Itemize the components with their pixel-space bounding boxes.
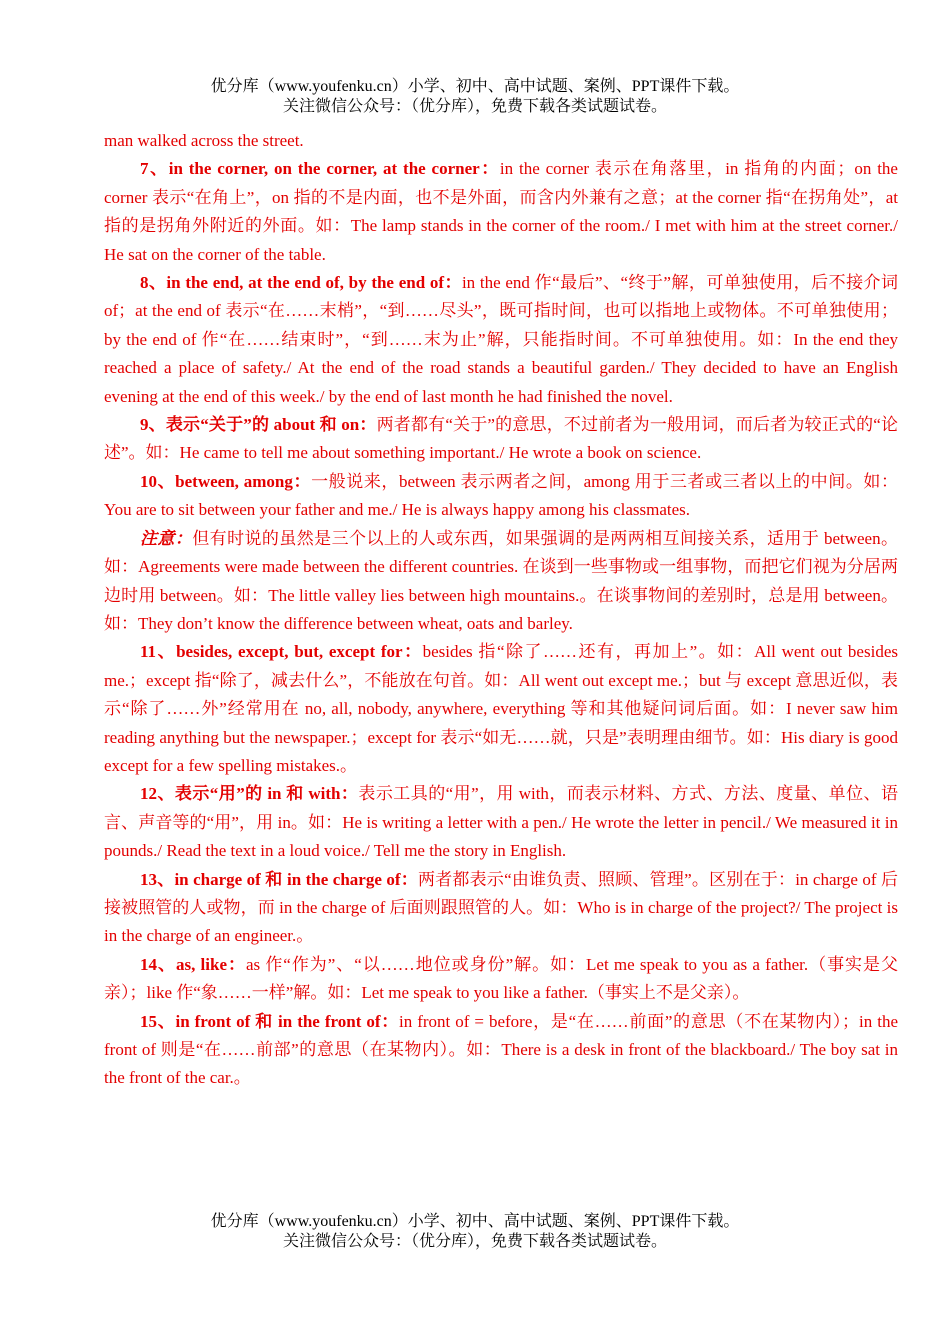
- continued-paragraph: man walked across the street.: [104, 131, 304, 150]
- paragraph-13: [104, 866, 898, 951]
- paragraph-13-text: 两者都表示“由谁负责、照顾、管理”。区别在于：in charge of 后接被照管的人或物，而 in the charge of 后面则跟照管的人。如：Who is in charge of the project?/ The project is in the charge of an engineer.。: [104, 869, 898, 946]
- paragraph-11-heading: 11、besides, except, but, except for：: [140, 642, 423, 662]
- paragraph-10-heading: 10、between, among：: [140, 471, 312, 491]
- paragraph-7: [104, 155, 898, 269]
- paragraph-14-heading: 14、as, like：: [140, 954, 246, 974]
- paragraph-7-heading: 7、in the corner, on the corner, at the corner：: [140, 159, 500, 179]
- paragraph-15-text: in front of = before，是“在……前面”的意思（不在某物内）；in the front of 则是“在……前部”的意思（在某物内）。如：There is a desk in front of the blackboard./ The boy sat in the front of the car.。: [104, 1011, 899, 1088]
- paragraph-13-heading: 13、in charge of 和 in the charge of：: [140, 869, 418, 889]
- note-paragraph: [104, 525, 898, 639]
- paragraph-14: [104, 951, 898, 1008]
- footer-line-1: 优分库（www.youfenku.cn）小学、初中、高中试题、案例、PPT课件下载。: [210, 1213, 740, 1230]
- paragraph-14-text: as 作“作为”、“以……地位或身份”解。如：Let me speak to you as a father.（事实是父亲）；like 作“象……一样”解。如：Let me speak to you like a father.（事实上不是父亲）。: [104, 954, 898, 1003]
- page-footer: [0, 1212, 950, 1252]
- paragraph-8-text: in the end 作“最后”、“终于”解，可单独使用，后不接介词 of；at the end of 表示“在……末梢”，“到……尽头”，既可指时间，也可以指地上或物体。不可单独使用；by the end of 作“在……结束时”，“到……末为止”解，只能指时间。不可单独使用。如：In the end they reached a place of safety./ At the end of the road stands a beautiful garden./ They decided to have an English evening at the end of this week./ by the end of last month he had finished the novel.: [104, 273, 898, 406]
- paragraph-12-heading: 12、表示“用”的 in 和 with：: [140, 784, 359, 804]
- paragraph-11-text: besides 指“除了……还有，再加上”。如：All went out besides me.；except 指“除了，减去什么”，不能放在句首。如：All went out except me.；but 与 except 意思近似，表示“除了……外”经常用在 no, all, nobody, anywhere, everything 等和其他疑问词后面。如：I never saw him reading anything but the newspaper.；except for 表示“如无……就，只是”表明理由细节。如：His diary is good except for a few spelling mistakes.。: [104, 642, 898, 775]
- paragraph-9-heading: 9、表示“关于”的 about 和 on：: [140, 415, 377, 435]
- paragraph-12-text: 表示工具的“用”，用 with，而表示材料、方式、方法、度量、单位、语言、声音等的“用”，用 in。如：He is writing a letter with a pen./ He wrote the letter in pencil./ We measured it in pounds./ Read the text in a loud voice./ Tell me the story in English.: [104, 784, 898, 861]
- paragraph-9-text: 两者都有“关于”的意思，不过前者为一般用词，而后者为较正式的“论述”。如：He came to tell me about something important./ He wrote a book on science.: [104, 415, 898, 463]
- footer-line-2: 关注微信公众号：（优分库），免费下载各类试题试卷。: [282, 1233, 667, 1250]
- paragraph-10-text: 一般说来，between 表示两者之间，among 用于三者或三者以上的中间。如：You are to sit between your father and me./ He is always happy among his classmates.: [104, 471, 898, 520]
- page-header: [0, 77, 950, 117]
- paragraph-11: [104, 638, 898, 780]
- paragraph-8-heading: 8、in the end, at the end of, by the end of：: [140, 273, 462, 293]
- paragraph-7-text: in the corner 表示在角落里，in 指角的内面；on the corner 表示“在角上”，on 指的不是内面，也不是外面，而含内外兼有之意；at the corner 指“在拐角处”，at 指的是拐角外附近的外面。如：The lamp stands in the corner of the room./ I met with him at the street corner./ He sat on the corner of the table.: [104, 159, 898, 264]
- paragraph-8: [104, 269, 898, 411]
- paragraph-12: [104, 780, 898, 865]
- paragraph-10: [104, 468, 898, 525]
- note-text: 但有时说的虽然是三个以上的人或东西，如果强调的是两两相互间接关系，适用于 between。如：Agreements were made between the different countries. 在谈到一些事物或一组事物，而把它们视为分居两边时用 between。如：The little valley lies between high mountains.。在谈事物间的差别时，总是用 between。如：They don’t know the difference between wheat, oats and barley.: [104, 528, 899, 633]
- header-line-1: 优分库（www.youfenku.cn）小学、初中、高中试题、案例、PPT课件下载。: [210, 78, 740, 95]
- header-line-2: 关注微信公众号：（优分库），免费下载各类试题试卷。: [282, 98, 667, 115]
- note-heading: 注意：: [140, 528, 193, 548]
- paragraph-15: [104, 1008, 898, 1093]
- document-body: [104, 127, 898, 1093]
- paragraph-15-heading: 15、in front of 和 in the front of：: [140, 1011, 399, 1031]
- paragraph-9: [104, 411, 898, 468]
